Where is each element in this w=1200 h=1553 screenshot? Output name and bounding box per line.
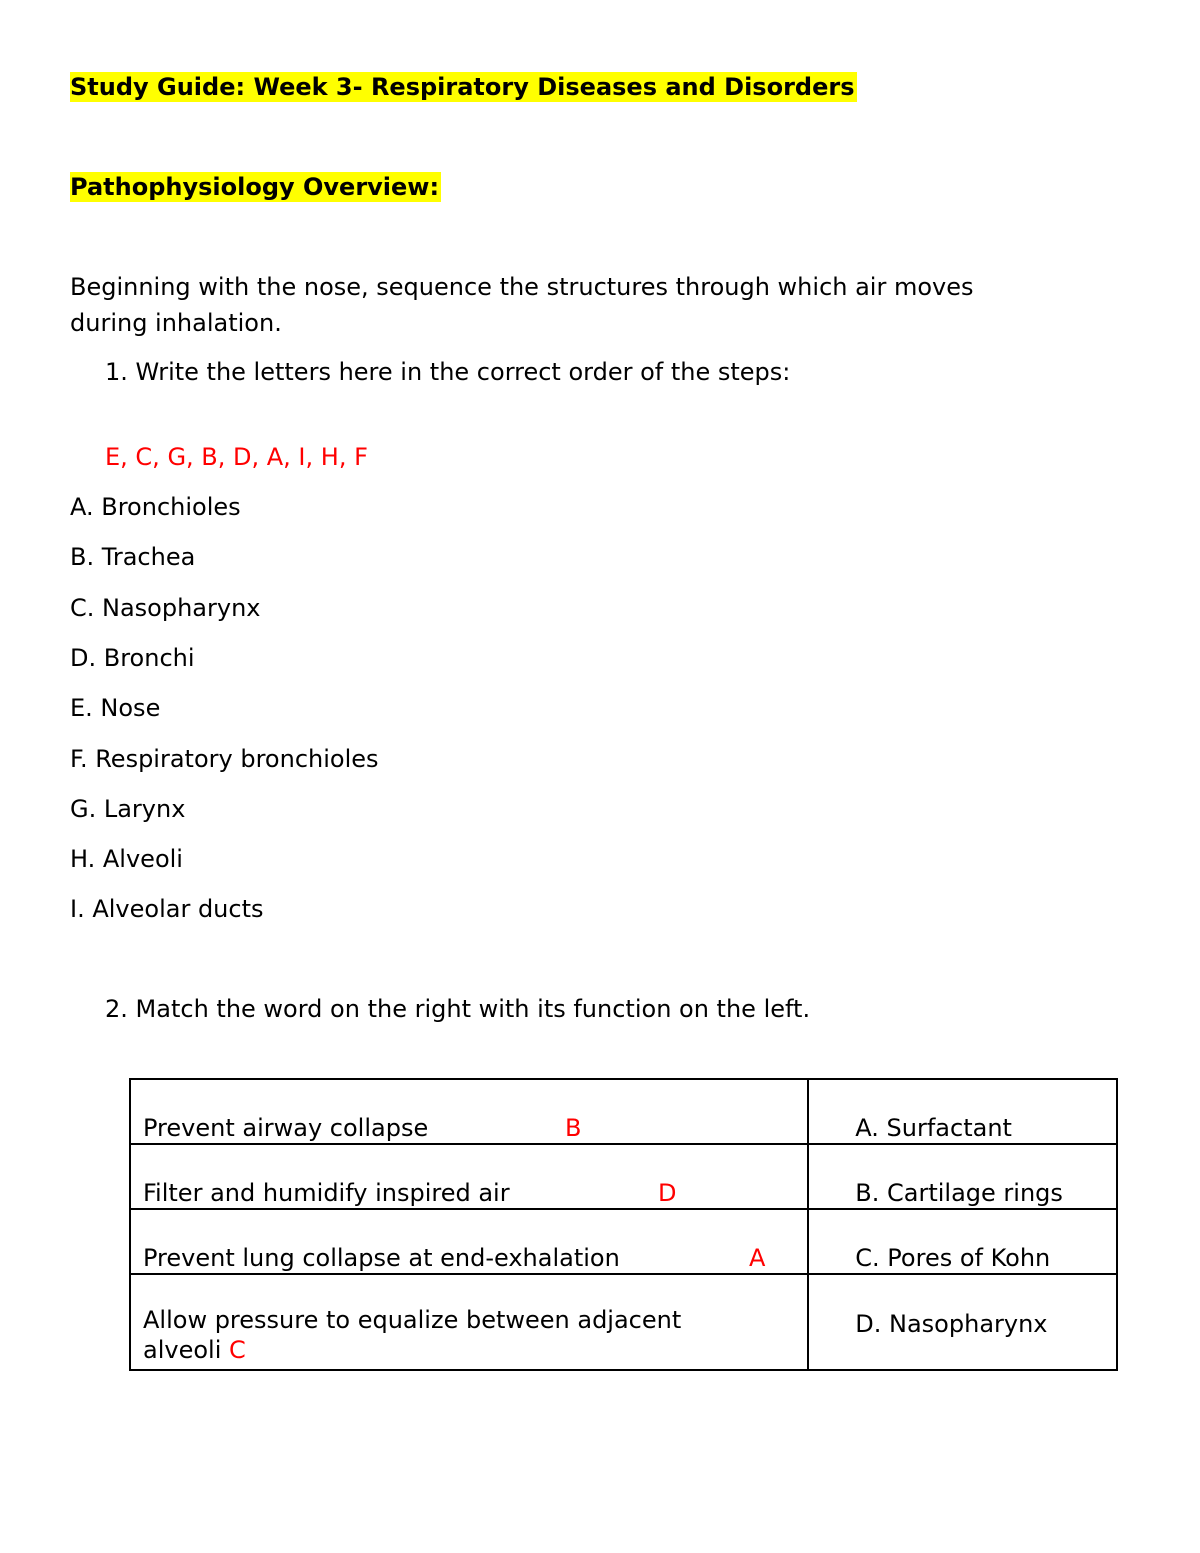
match-answer: D <box>658 1179 677 1207</box>
table-row <box>130 1079 1117 1144</box>
question-1 <box>105 357 790 387</box>
term-cell: D. Nasopharynx <box>808 1274 1117 1370</box>
function-text: Filter and humidify inspired air <box>143 1179 510 1207</box>
page-title: Study Guide: Week 3- Respiratory Diseases and Disorders <box>70 73 855 101</box>
question-1-answer: E, C, G, B, D, A, I, H, F <box>105 443 368 471</box>
intro-text-line-2: during inhalation. <box>70 309 282 337</box>
match-answer: B <box>565 1114 582 1142</box>
matching-table <box>129 1078 1118 1371</box>
function-text: Prevent lung collapse at end-exhalation <box>143 1244 620 1272</box>
question-1-number: 1. <box>105 358 128 386</box>
intro-text-line-1: Beginning with the nose, sequence the structures through which air moves <box>70 273 974 301</box>
question-2-number: 2. <box>105 995 128 1023</box>
term-cell: A. Surfactant <box>808 1079 1117 1144</box>
option-g: G. Larynx <box>70 795 186 823</box>
question-2-text: Match the word on the right with its function on the left. <box>135 995 811 1023</box>
term-cell: C. Pores of Kohn <box>808 1209 1117 1274</box>
option-f: F. Respiratory bronchioles <box>70 745 379 773</box>
option-i: I. Alveolar ducts <box>70 895 264 923</box>
table-row <box>130 1274 1117 1370</box>
function-text-line-2: alveoli <box>143 1336 222 1364</box>
function-cell <box>130 1274 808 1370</box>
option-d: D. Bronchi <box>70 644 195 672</box>
question-2 <box>105 994 810 1024</box>
option-a: A. Bronchioles <box>70 493 241 521</box>
table-row <box>130 1209 1117 1274</box>
match-answer: C <box>229 1336 246 1364</box>
function-cell <box>130 1079 808 1144</box>
function-cell <box>130 1209 808 1274</box>
function-cell <box>130 1144 808 1209</box>
term-cell: B. Cartilage rings <box>808 1144 1117 1209</box>
table-row <box>130 1144 1117 1209</box>
option-e: E. Nose <box>70 694 161 722</box>
option-c: C. Nasopharynx <box>70 594 261 622</box>
function-text-line-1: Allow pressure to equalize between adjacent <box>143 1306 682 1334</box>
option-b: B. Trachea <box>70 543 196 571</box>
function-text: Prevent airway collapse <box>143 1114 429 1142</box>
section-heading: Pathophysiology Overview: <box>70 173 440 201</box>
question-1-text: Write the letters here in the correct order of the steps: <box>135 358 791 386</box>
match-answer: A <box>749 1244 766 1272</box>
option-h: H. Alveoli <box>70 845 183 873</box>
